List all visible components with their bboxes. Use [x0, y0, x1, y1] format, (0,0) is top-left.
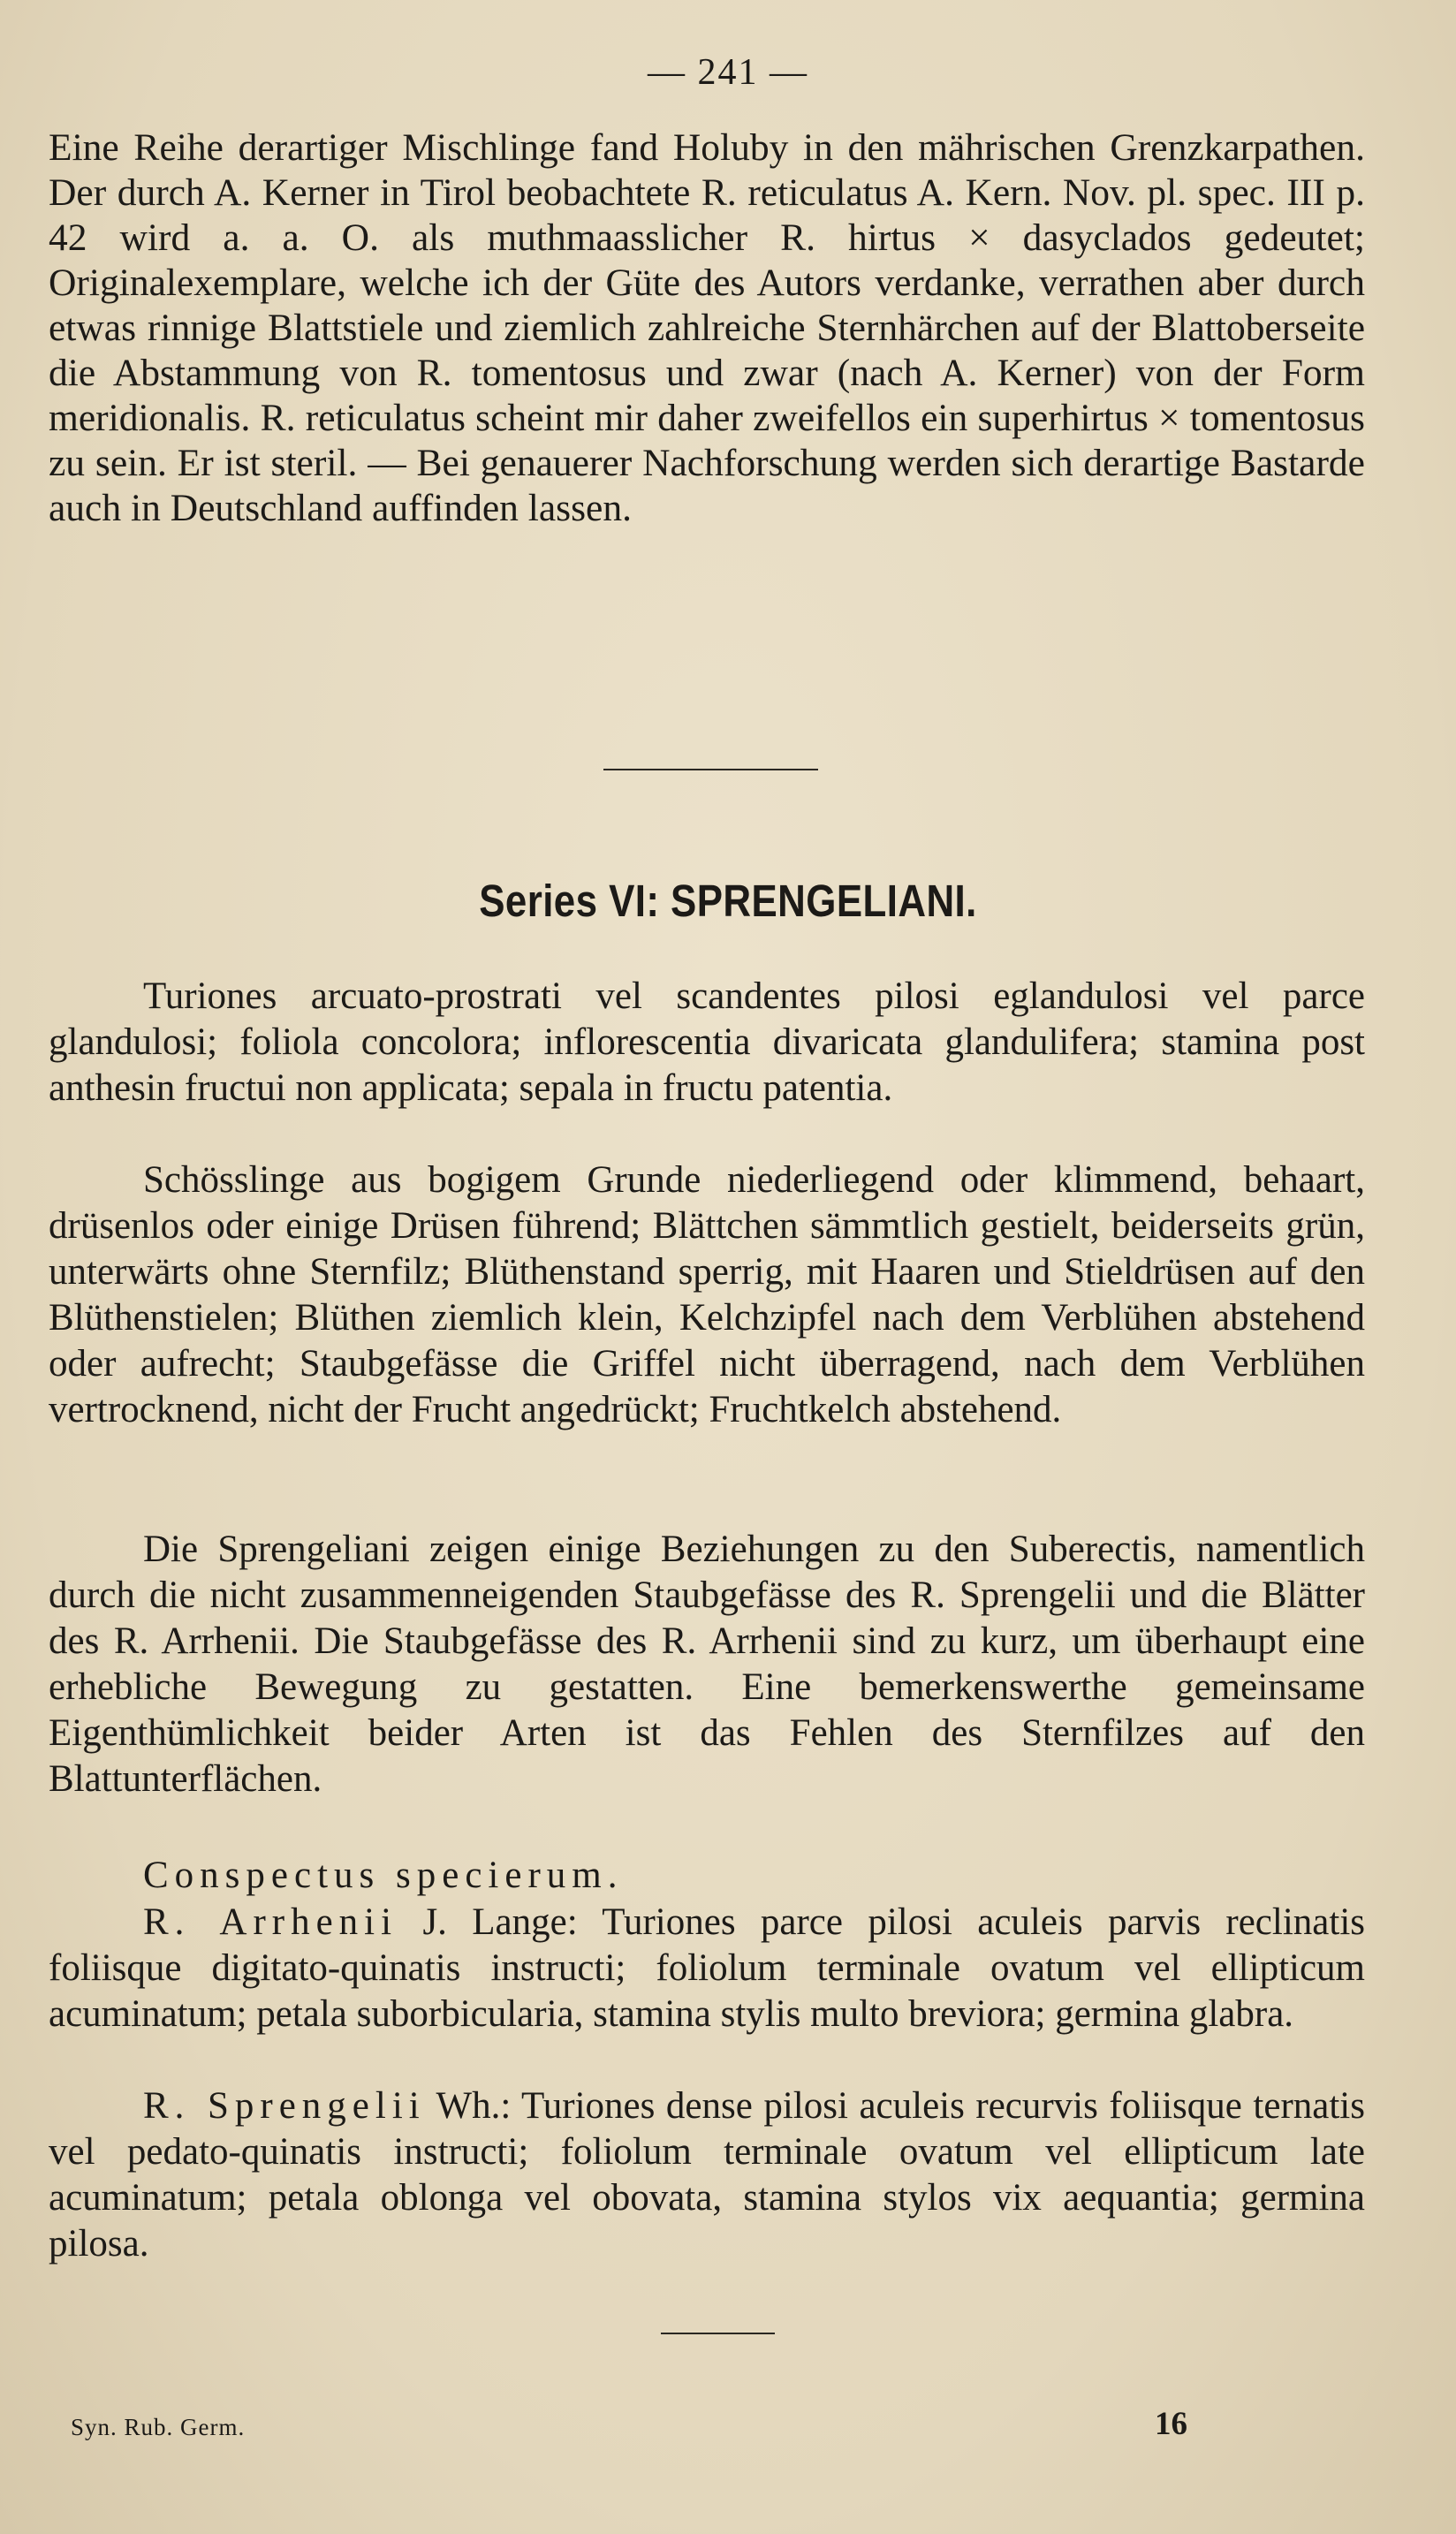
end-divider-rule — [661, 2333, 775, 2334]
conspectus-heading: Conspectus specierum. — [143, 1855, 624, 1896]
paragraph-holuby: Eine Reihe derartiger Mischlinge fand Holuby in den mährischen Grenzkarpathen. Der durch A. Kerner in Tirol beobachtete R. reticulatus A. Kern. Nov. pl. spec. III p. 42 wird a. a. O. als muthmaasslicher R. hirtus × dasyclados gedeutet; Originalexemplare, welche ich der Güte des Autors verdanke, verrathen aber durch etwas rinnige Blattstiele und ziemlich zahlreiche Sternhärchen auf der Blattoberseite die Abstammung von R. tomentosus und zwar (nach A. Kerner) von der Form meridionalis. R. reticulatus scheint mir daher zweifellos ein superhirtus × tomentosus zu sein. Er ist steril. — Bei genauerer Nachforschung werden sich derartige Bastarde auch in Deutschland auffinden lassen. — [49, 126, 1365, 529]
species-name-arrhenii: R. Arrhenii — [143, 1901, 398, 1943]
section-divider-rule — [603, 769, 818, 770]
species-description-sprengelii: Wh.: Turiones dense pilosi aculeis recurvis foliisque ternatis vel pedato-quinatis instructi; foliolum terminale ovatum vel ellipticum late acuminatum; petala oblonga vel obovata, stamina stylos vix aequantia; germina pilosa. — [49, 2085, 1365, 2265]
printer-signature: Syn. Rub. Germ. — [71, 2414, 246, 2440]
sheet-number: 16 — [1155, 2406, 1187, 2442]
section-heading: Series VI: SPRENGELIANI. — [479, 876, 977, 926]
paragraph-relations: Die Sprengeliani zeigen einige Beziehungen zu den Suberectis, namentlich durch die nicht zusammenneigenden Staubgefässe des R. Sprengelii und die Blätter des R. Arrhenii. Die Staubgefässe des R. Arrhenii sind zu kurz, um überhaupt eine erhebliche Bewegung zu gestatten. Eine bemerkenswerthe gemeinsame Eigenthümlichkeit beider Arten ist das Fehlen des Sternfilzes auf den Blattunterflächen. — [49, 1529, 1365, 1800]
paragraph-german-diagnosis: Schösslinge aus bogigem Grunde niederliegend oder klimmend, behaart, drüsenlos oder einige Drüsen führend; Blättchen sämmtlich gestielt, beiderseits grün, unterwärts ohne Sternfilz; Blüthenstand sperrig, mit Haaren und Stieldrüsen auf den Blüthenstielen; Blüthen ziemlich klein, Kelchzipfel nach dem Verblühen abstehend oder aufrecht; Staubgefässe die Griffel nicht überragend, nach dem Verblühen vertrocknend, nicht der Frucht angedrückt; Fruchtkelch abstehend. — [49, 1159, 1365, 1430]
species-entry-sprengelii — [49, 2083, 1365, 2267]
species-name-sprengelii: R. Sprengelii — [143, 2085, 426, 2127]
species-entry-arrhenii — [49, 1900, 1365, 2037]
species-description-arrhenii: J. Lange: Turiones parce pilosi aculeis parvis reclinatis foliisque digitato-quinatis instructi; foliolum terminale ovatum vel ellipticum acuminatum; petala suborbicularia, stamina stylis multo breviora; germina glabra. — [49, 1901, 1366, 2035]
paragraph-latin-diagnosis: Turiones arcuato-prostrati vel scandentes pilosi eglandulosi vel parce glandulosi; foliola concolora; inflorescentia divaricata glandulifera; stamina post anthesin fructui non applicata; sepala in fructu patentia. — [49, 975, 1365, 1109]
page-number-header: — 241 — — [648, 52, 808, 93]
